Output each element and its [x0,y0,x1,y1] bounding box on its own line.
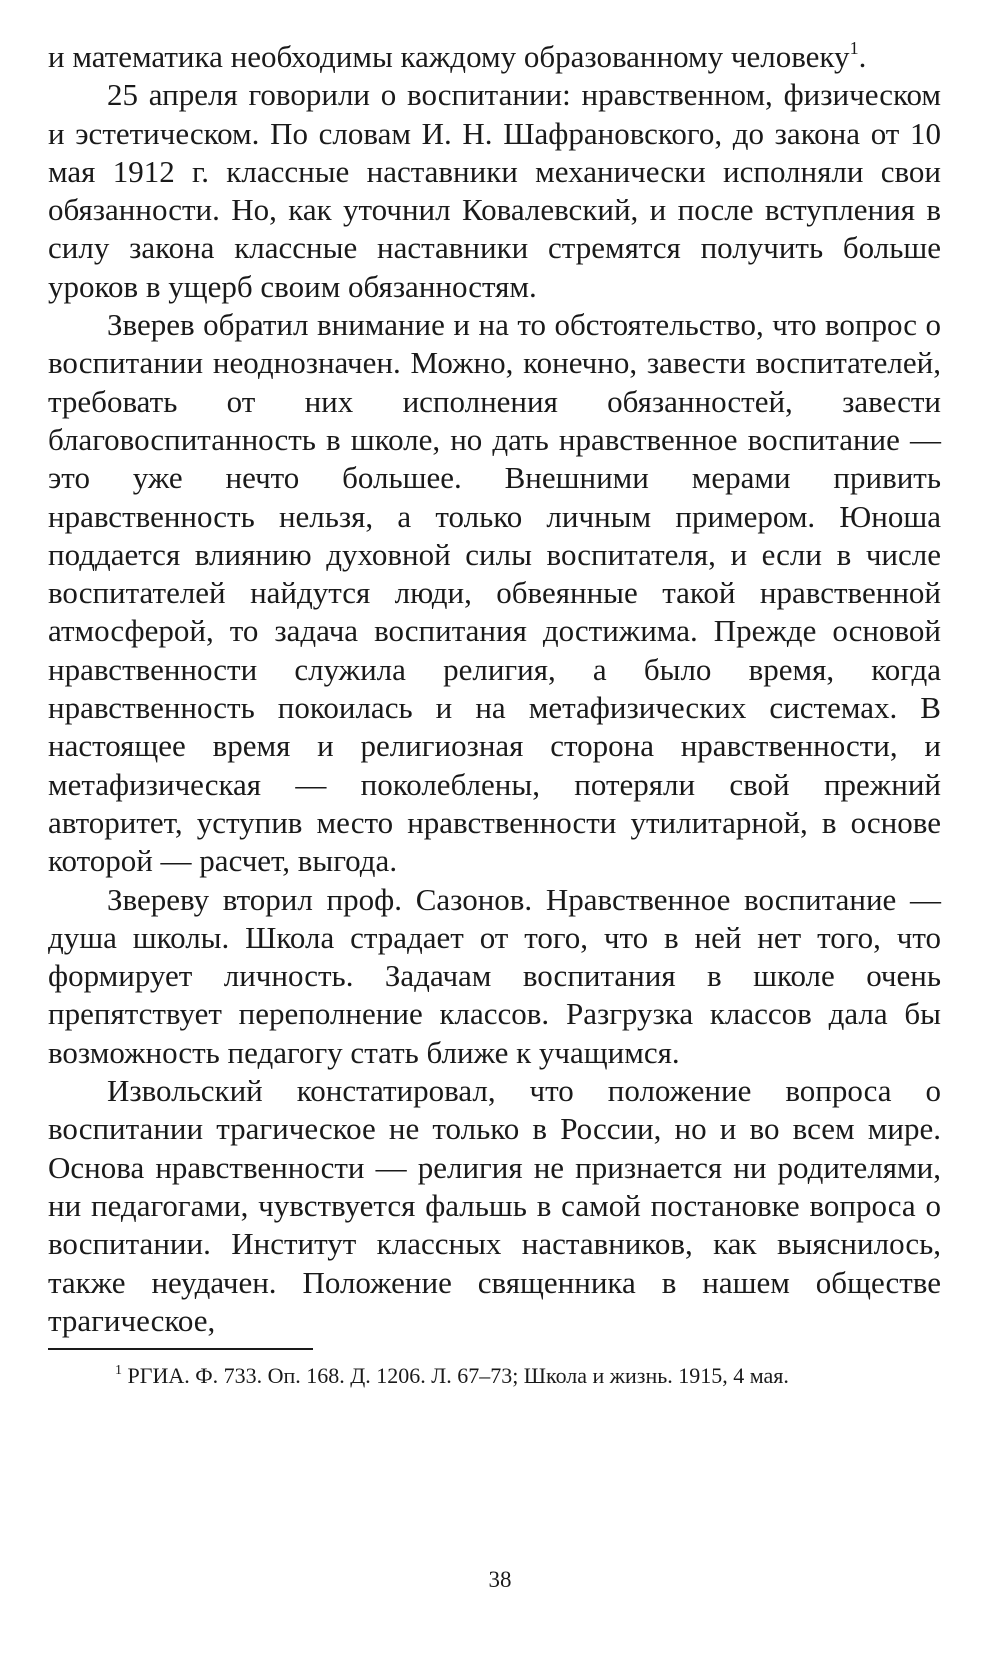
document-page [48,38,941,1391]
paragraph-1-text: и математика необходимы каждому образованному человеку [48,39,850,74]
paragraph-1-end: . [858,39,867,74]
paragraph-1 [48,38,941,76]
paragraph-4: Звереву вторил проф. Сазонов. Нравственное воспитание — душа школы. Школа страдает от того, что в ней нет того, что формирует личность. Задачам воспитания в школе очень препятствует переполнение классов. Разгрузка классов дала бы возможность педагогу стать ближе к учащимся. [48,881,941,1070]
page-number: 38 [488,1567,512,1592]
paragraph-5: Извольский констатировал, что положение вопроса о воспитании трагическое не только в России, но и во всем мире. Основа нравственности — религия не признается ни родителями, ни педагогами, чувствуется фальшь в самой постановке вопроса о воспитании. Институт классных наставников, как выяснилось, также неудачен. Положение священника в нашем обществе трагическое, [48,1073,941,1338]
footnote-reference: 1 [849,38,859,58]
footnote-marker: 1 [115,1363,122,1379]
footnote-text: РГИА. Ф. 733. Оп. 168. Д. 1206. Л. 67–73; Школа и жизнь. 1915, 4 мая. [127,1363,789,1389]
paragraph-2: 25 апреля говорили о воспитании: нравственном, физическом и эстетическом. По словам И. Н. Шафрановского, до закона от 10 мая 1912 г. классные наставники механически исполняли свои обязанности. Но, как уточнил Ковалевский, и после вступления в силу закона классные наставники стремятся получить больше уроков в ущерб своим обязанностям. [48,77,941,304]
paragraph-3: Зверев обратил внимание и на то обстоятельство, что вопрос о воспитании неоднозначен. Можно, конечно, завести воспитателей, требовать от них исполнения обязанностей, завести благовоспитанность в школе, но дать нравственное воспитание — это уже нечто большее. Внешними мерами привить нравственность нельзя, а только личным примером. Юноша поддается влиянию духовной силы воспитателя, и если в числе воспитателей найдутся люди, обвеянные такой нравственной атмосферой, то задача воспитания достижима. Прежде основой нравственности служила религия, а было время, когда нравственность покоилась и на метафизических системах. В настоящее время и религиозная сторона нравственности, и метафизическая — поколеблены, потеряли свой прежний авторитет, уступив место нравственности утилитарной, в основе которой — расчет, выгода. [48,307,941,879]
footnote-divider [48,1348,313,1350]
footnote [48,1360,941,1391]
